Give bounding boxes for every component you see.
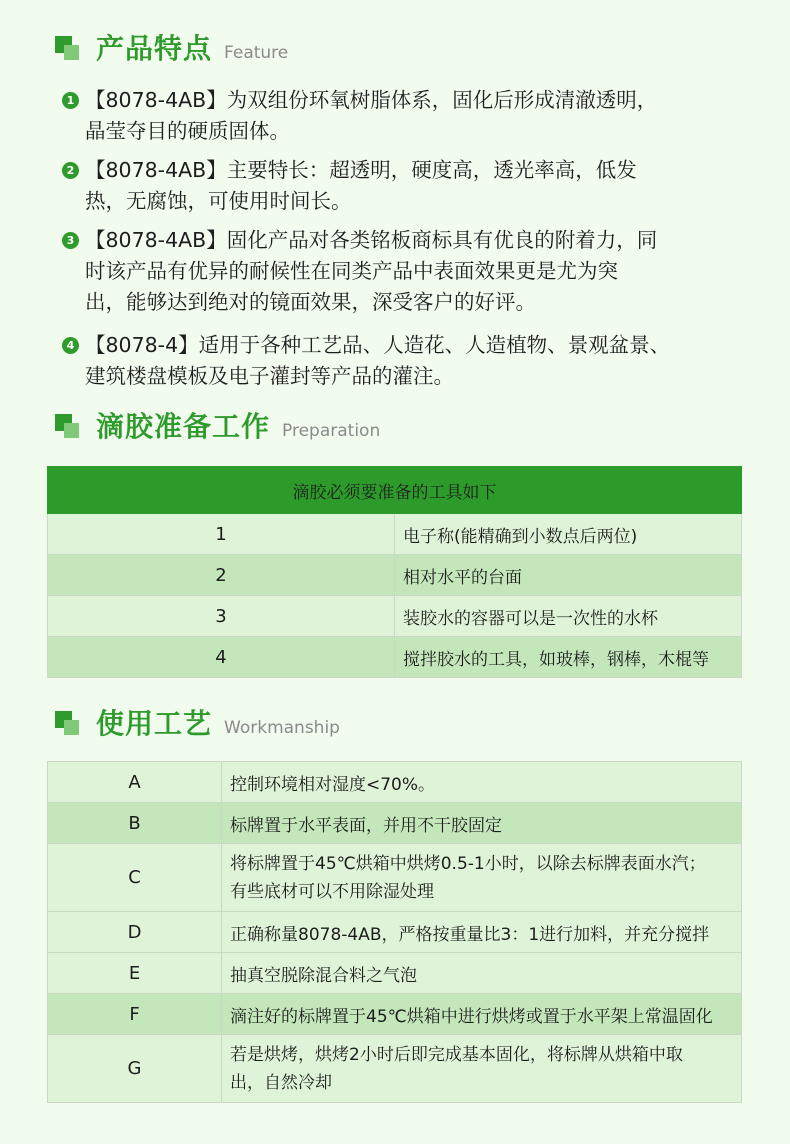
row-text: 搅拌胶水的工具，如玻棒，钢棒，木棍等 xyxy=(395,637,742,678)
number-4-icon: 4 xyxy=(62,337,79,354)
table-row xyxy=(48,555,742,596)
row-key: D xyxy=(48,912,222,953)
preparation-table xyxy=(47,466,742,678)
feature-line: 晶莹夺目的硬质固体。 xyxy=(85,119,290,143)
row-text: 若是烘烤，烘烤2小时后即完成基本固化，将标牌从烘箱中取 xyxy=(230,1044,683,1065)
row-key: F xyxy=(48,994,222,1035)
feature-line: 【8078-4AB】固化产品对各类铭板商标具有优良的附着力，同 xyxy=(85,228,658,252)
workmanship-title: 使用工艺 xyxy=(96,707,213,740)
workmanship-subtitle: Workmanship xyxy=(224,718,340,738)
row-text: 装胶水的容器可以是一次性的水杯 xyxy=(395,596,742,637)
row-text: 控制环境相对湿度<70%。 xyxy=(230,774,436,795)
row-text: 标牌置于水平表面，并用不干胶固定 xyxy=(230,815,502,836)
feature-line: 【8078-4AB】主要特长：超透明，硬度高，透光率高，低发 xyxy=(85,158,637,182)
row-text: 正确称量8078-4AB，严格按重量比3：1进行加料，并充分搅拌 xyxy=(230,924,710,945)
table-row xyxy=(48,1035,742,1103)
number-1-icon: 1 xyxy=(62,92,79,109)
feature-line: 热，无腐蚀，可使用时间长。 xyxy=(85,189,352,213)
feature-line: 【8078-4】适用于各种工艺品、人造花、人造植物、景观盆景、 xyxy=(85,333,671,357)
number-2-icon: 2 xyxy=(62,162,79,179)
feature-item xyxy=(62,225,742,318)
workmanship-table xyxy=(47,761,742,1103)
row-text: 电子称(能精确到小数点后两位) xyxy=(395,514,742,555)
preparation-subtitle: Preparation xyxy=(282,421,381,441)
row-key: 3 xyxy=(48,596,395,637)
table-row xyxy=(48,637,742,678)
table-row xyxy=(48,596,742,637)
feature-item xyxy=(62,85,742,147)
feature-line: 建筑楼盘模板及电子灌封等产品的灌注。 xyxy=(85,364,454,388)
row-text: 将标牌置于45℃烘箱中烘烤0.5-1小时，以除去标牌表面水汽； xyxy=(230,853,706,874)
section-square-icon xyxy=(55,36,81,62)
feature-list xyxy=(62,85,742,392)
section-square-icon xyxy=(55,711,81,737)
row-text: 滴注好的标牌置于45℃烘箱中进行烘烤或置于水平架上常温固化 xyxy=(230,1006,713,1027)
table-row xyxy=(48,762,742,803)
row-key: 4 xyxy=(48,637,395,678)
preparation-title: 滴胶准备工作 xyxy=(96,410,271,443)
row-key: A xyxy=(48,762,222,803)
row-key: C xyxy=(48,844,222,912)
section-square-icon xyxy=(55,414,81,440)
row-key: G xyxy=(48,1035,222,1103)
row-key: B xyxy=(48,803,222,844)
feature-line: 时该产品有优异的耐候性在同类产品中表面效果更是尤为突 xyxy=(85,259,618,283)
row-text: 出，自然冷却 xyxy=(230,1072,332,1093)
row-key: 1 xyxy=(48,514,395,555)
table-row xyxy=(48,844,742,912)
table-row xyxy=(48,803,742,844)
table-row xyxy=(48,994,742,1035)
feature-line: 【8078-4AB】为双组份环氧树脂体系，固化后形成清澈透明， xyxy=(85,88,658,112)
number-3-icon: 3 xyxy=(62,232,79,249)
preparation-table-header: 滴胶必须要准备的工具如下 xyxy=(48,467,742,514)
feature-section-header xyxy=(55,32,288,66)
row-text: 相对水平的台面 xyxy=(395,555,742,596)
table-row xyxy=(48,912,742,953)
feature-subtitle: Feature xyxy=(224,43,289,63)
row-text: 有些底材可以不用除湿处理 xyxy=(230,881,434,902)
table-row xyxy=(48,953,742,994)
table-row xyxy=(48,514,742,555)
feature-item xyxy=(62,155,742,217)
feature-title: 产品特点 xyxy=(96,32,213,65)
preparation-section-header xyxy=(55,410,380,444)
feature-item xyxy=(62,330,742,392)
row-key: 2 xyxy=(48,555,395,596)
workmanship-section-header xyxy=(55,707,340,741)
row-text: 抽真空脱除混合料之气泡 xyxy=(230,965,417,986)
row-key: E xyxy=(48,953,222,994)
feature-line: 出，能够达到绝对的镜面效果，深受客户的好评。 xyxy=(85,290,536,314)
